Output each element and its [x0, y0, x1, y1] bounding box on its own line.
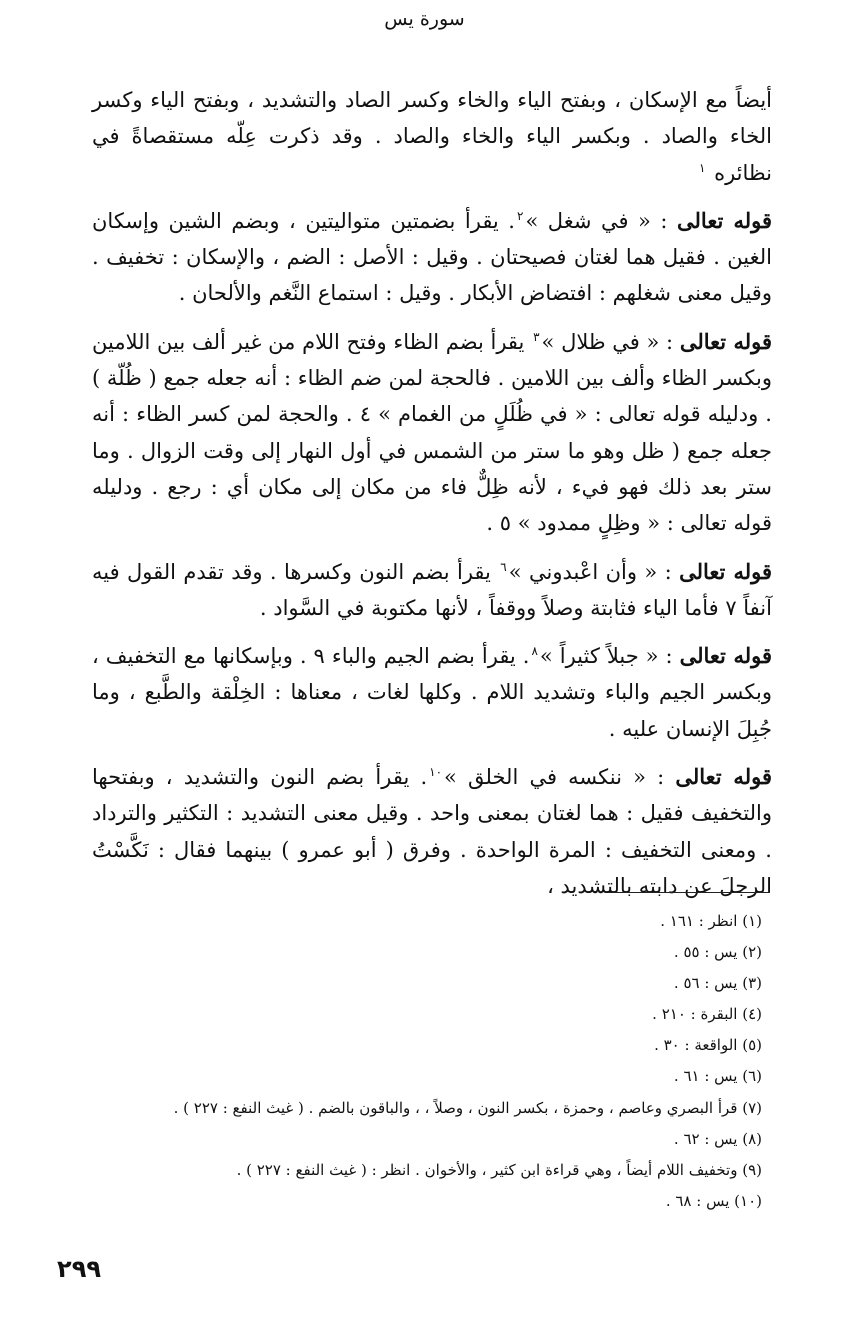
footnote-item: (٢) يس : ٥٥ . [673, 943, 762, 962]
paragraph-5 [92, 638, 772, 747]
quoted-verse: : « ننكسه في الخلق » [444, 765, 676, 790]
quoted-verse: : « جبلاً كثيراً » [539, 644, 680, 669]
footnote-ref: ١ [698, 160, 706, 175]
footnotes [92, 906, 762, 1217]
paragraph-text: . يقرأ بضمتين متواليتين ، وبضم الشين وإسكان الغين . فقيل هما لغتان فصيحتان . وقيل : الأصل : الضم ، والإسكان : تخفيف . وقيل معنى شغلهم : افتضاض الأبكار . وقيل : استماع النَّغم والألحان . [92, 208, 772, 306]
footnote-ref: ١٠ [429, 765, 443, 780]
paragraph-1 [92, 82, 772, 191]
footnote-item: (٩) وتخفيف اللام أيضاً ، وهي قراءة ابن كثير ، والأخوان . انظر : ( غيث النفع : ٢٢٧ ) . [236, 1160, 762, 1179]
paragraph-text: يقرأ بضم الظاء وفتح اللام من غير ألف بين اللامين وبكسر الظاء وألف بين اللامين . فالحجة لمن ضم الظاء : أنه جعله جمع ( ظُلّة ) . ودليله قوله تعالى : « في ظُلَلٍ من الغمام » ٤ . والحجة لمن كسر الظاء : أنه جعله جمع ( ظل وهو ما ستر من الشمس في أول النهار إلى وقت الزوال . وما ستر بعد ذلك فهو فيء ، لأنه ظِلٌّ فاء من مكان إلى مكان أي : رجع . ودليله قوله تعالى : « وظِلٍ ممدود » ٥ . [92, 329, 772, 536]
paragraph-2 [92, 203, 772, 312]
paragraph-lead: قوله تعالى [675, 764, 772, 790]
footnote-ref: ٣ [533, 329, 540, 344]
paragraph-text: يقرأ بضم النون وكسرها . وقد تقدم القول فيه آنفاً ٧ فأما الياء فثابتة وصلاً ووقفاً ، لأنها مكتوبة في السَّواد . [92, 559, 772, 620]
footnote-item: (٣) يس : ٥٦ . [673, 974, 762, 993]
footnote-item: (٦) يس : ٦١ . [673, 1067, 762, 1086]
footnote-item: (٤) البقرة : ٢١٠ . [652, 1005, 762, 1024]
footnote-divider [608, 892, 770, 893]
footnote-item: (٧) قرأ البصري وعاصم ، وحمزة ، بكسر النون ، وصلاً ، ، والباقون بالضم . ( غيث النفع : ٢٢٧ ) . [173, 1098, 762, 1117]
paragraph-3 [92, 324, 772, 542]
main-text [92, 82, 772, 916]
paragraph-6 [92, 759, 772, 904]
footnote-item: (١) انظر : ١٦١ . [660, 912, 762, 930]
paragraph-lead: قوله تعالى [677, 207, 772, 233]
paragraph-lead: قوله تعالى [679, 328, 772, 354]
quoted-verse: : « في شغل » [525, 208, 678, 233]
footnote-item: (١٠) يس : ٦٨ . [665, 1191, 762, 1210]
page-title: سورة يس [384, 8, 465, 30]
quoted-verse: : « في ظلال » [541, 329, 680, 354]
paragraph-text: . يقرأ بضم الجيم والباء ٩ . وبإسكانها مع التخفيف ، وبكسر الجيم والباء وتشديد اللام . وكلها لغات ، معناها : الخِلْقة والطَّبع ، وما جُبِلَ الإنسان عليه . [92, 644, 772, 741]
page-number: ٢٩٩ [57, 1255, 101, 1283]
footnote-ref: ٦ [500, 559, 507, 574]
footnote-item: (٥) الواقعة : ٣٠ . [654, 1036, 762, 1055]
paragraph-4 [92, 554, 772, 627]
paragraph-text: . يقرأ بضم النون والتشديد ، وبفتحها والتخفيف فقيل : هما لغتان بمعنى واحد . وقيل معنى التشديد : التكثير والترداد . ومعنى التخفيف : المرة الواحدة . وفرق ( أبو عمرو ) بينهما فقال : نَكَّسْتُ الرجلَ عن دابته بالتشديد ، [92, 765, 772, 898]
footnote-item: (٨) يس : ٦٢ . [673, 1129, 762, 1148]
paragraph-lead: قوله تعالى [679, 643, 773, 669]
paragraph-text: أيضاً مع الإسكان ، وبفتح الياء والخاء وكسر الصاد والتشديد ، وبفتح الياء وكسر الخاء والصاد . وبكسر الياء والخاء والصاد . وقد ذكرت عِلّه مستقصاةً في نظائره [92, 88, 772, 185]
footnote-ref: ٢ [516, 208, 524, 223]
footnote-ref: ٨ [531, 644, 538, 659]
quoted-verse: : « وأن اعْبدوني » [508, 559, 680, 584]
paragraph-lead: قوله تعالى [679, 558, 772, 584]
